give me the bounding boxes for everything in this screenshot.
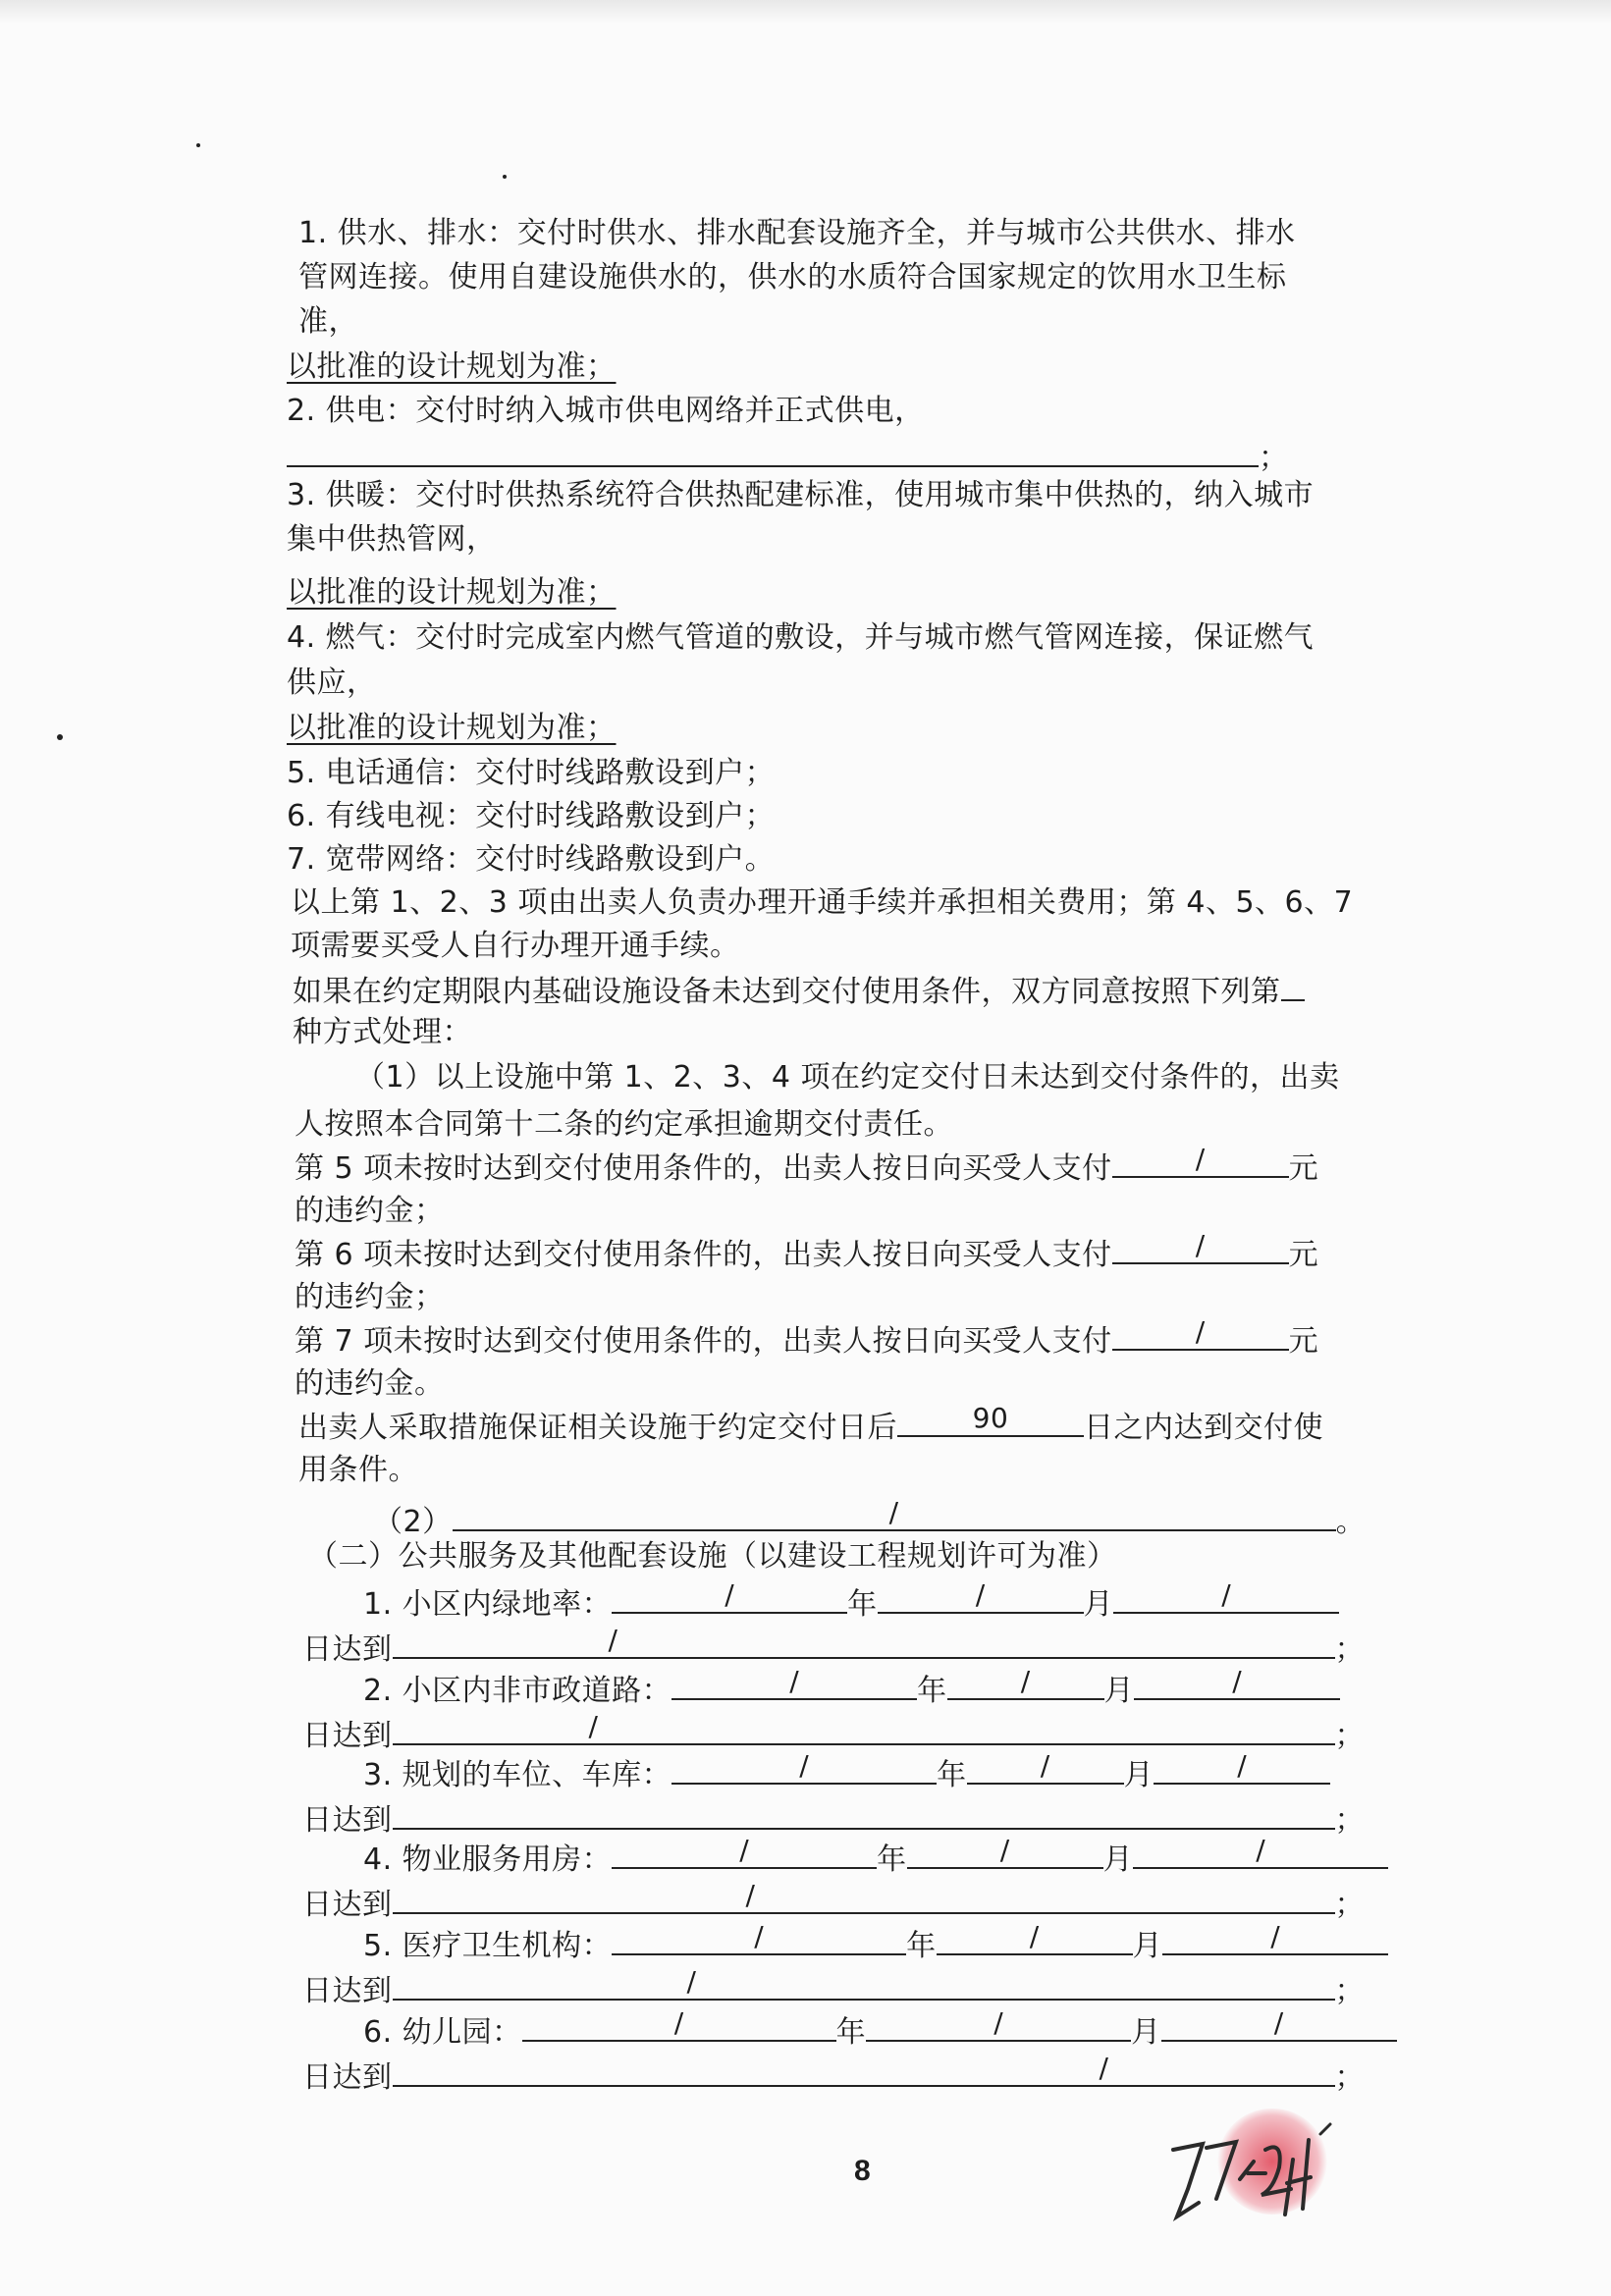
year-label: 年: [877, 1842, 907, 1877]
measures-days: 90: [972, 1402, 1009, 1434]
condition-text: 如果在约定期限内基础设施设备未达到交付使用条件，双方同意按照下列第: [293, 975, 1281, 1009]
public-item-2-year: /: [789, 1665, 800, 1697]
line-end: ；: [1334, 1719, 1365, 1753]
public-item-6-month: /: [993, 2006, 1004, 2039]
public-item-4-line: [363, 1834, 1388, 1880]
public-item-4-month: /: [999, 1834, 1010, 1866]
public-item-6-year-blank: [522, 2006, 836, 2042]
public-item-4-year-blank: [612, 1834, 877, 1869]
public-item-3-year-blank: [671, 1749, 937, 1785]
public-item-6-day-blank: [1161, 2006, 1397, 2042]
month-label: 月: [1123, 1758, 1155, 1792]
month-label: 月: [1083, 1587, 1114, 1622]
condition-line-2: 种方式处理：: [293, 1015, 472, 1049]
item-5-amount: /: [1195, 1143, 1206, 1175]
item-6-text: 第 6 项未按时达到交付使用条件的，出卖人按日向买受人支付: [295, 1238, 1112, 1272]
year-label: 年: [906, 1929, 937, 1963]
clause-1-line-2: 管网连接。使用自建设施供水的，供水的水质符合国家规定的饮用水卫生标: [298, 260, 1287, 294]
item-7-text: 第 7 项未按时达到交付使用条件的，出卖人按日向买受人支付: [295, 1324, 1112, 1359]
public-item-5-month: /: [1029, 1920, 1040, 1952]
public-item-3-day: /: [1237, 1749, 1248, 1782]
public-item-1-day-blank: [1113, 1578, 1339, 1614]
public-services-heading: （二）公共服务及其他配套设施（以建设工程规划许可为准）: [308, 1539, 1117, 1574]
public-item-2-reach-blank: [393, 1710, 1335, 1745]
clause-2-blank: [287, 436, 1259, 467]
public-item-1-label: 1. 小区内绿地率：: [363, 1587, 613, 1622]
option-1-line-1: （1）以上设施中第 1、2、3、4 项在约定交付日未达到交付条件的，出卖: [355, 1060, 1340, 1095]
public-item-5-day: /: [1270, 1920, 1281, 1952]
measures-line-1: [298, 1402, 1323, 1448]
scan-edge-shadow: [0, 0, 1611, 24]
year-label: 年: [847, 1587, 878, 1622]
public-item-4-reach-line: [302, 1879, 1365, 1925]
scan-speck: [196, 143, 200, 147]
public-item-1-reach-blank: [393, 1624, 1335, 1659]
clause-5-line: 5. 电话通信：交付时线路敷设到户；: [287, 756, 776, 790]
month-label: 月: [1103, 1674, 1135, 1708]
line-end: ；: [1334, 1888, 1365, 1922]
reach-label: 日达到: [302, 1974, 393, 2008]
public-item-5-day-blank: [1162, 1920, 1388, 1955]
public-item-2-label: 2. 小区内非市政道路：: [363, 1674, 672, 1708]
public-item-4-year: /: [739, 1834, 750, 1866]
public-item-1-line: [363, 1578, 1339, 1625]
reach-label: 日达到: [302, 2060, 393, 2095]
public-item-3-day-blank: [1154, 1749, 1330, 1785]
public-item-6-year: /: [673, 2006, 684, 2039]
measures-text: 出卖人采取措施保证相关设施于约定交付日后: [298, 1411, 897, 1445]
clause-2-blank-line: [287, 436, 1289, 478]
clause-1-planning-note: 以批准的设计规划为准；: [287, 349, 617, 384]
clause-4-line-2: 供应，: [287, 666, 377, 700]
year-label: 年: [917, 1674, 947, 1708]
public-item-1-year-blank: [612, 1578, 847, 1614]
month-label: 月: [1102, 1842, 1134, 1877]
clause-6-line: 6. 有线电视：交付时线路敷设到户；: [287, 799, 776, 833]
public-item-6-reach-blank: [393, 2052, 1335, 2087]
public-item-4-reach-fill: /: [745, 1879, 756, 1911]
responsibility-line-2: 项需要买受人自行办理开通手续。: [291, 929, 740, 963]
public-item-5-reach-line: [302, 1965, 1365, 2011]
month-label: 月: [1132, 1929, 1163, 1963]
item-6-amount: /: [1195, 1229, 1206, 1261]
page-number: 8: [854, 2155, 871, 2187]
clause-3-line-2: 集中供热管网，: [287, 522, 497, 557]
item-6-unit: 元: [1288, 1238, 1319, 1272]
public-item-2-day: /: [1232, 1665, 1243, 1697]
public-item-5-month-blank: [937, 1920, 1133, 1955]
item-6-penalty-line: [295, 1229, 1319, 1275]
clause-4-planning-note: 以批准的设计规划为准；: [287, 711, 617, 745]
option-choice-blank: [1281, 970, 1305, 1001]
clause-3-line-1: 3. 供暖：交付时供热系统符合供热配建标准，使用城市集中供热的，纳入城市: [287, 478, 1315, 512]
public-item-6-day: /: [1273, 2006, 1284, 2039]
year-label: 年: [937, 1758, 967, 1792]
month-label: 月: [1131, 2015, 1161, 2050]
handwritten-signature: [1163, 2120, 1340, 2228]
item-7-unit: 元: [1288, 1324, 1319, 1359]
measures-days-blank: [897, 1402, 1084, 1437]
option-2-label: （2）: [373, 1505, 453, 1539]
public-item-3-month-blank: [967, 1749, 1124, 1785]
public-item-5-reach-fill: /: [686, 1965, 697, 1998]
public-item-6-reach-line: [302, 2052, 1365, 2098]
line-end: ；: [1334, 1803, 1365, 1838]
public-item-5-year: /: [754, 1920, 765, 1952]
public-item-2-month: /: [1020, 1665, 1031, 1697]
condition-line-1: [293, 970, 1305, 1012]
public-item-5-year-blank: [612, 1920, 906, 1955]
public-item-1-month-blank: [878, 1578, 1084, 1614]
item-5-unit: 元: [1288, 1151, 1319, 1186]
item-5-penalty-line: [295, 1143, 1319, 1189]
reach-label: 日达到: [302, 1888, 393, 1922]
item-5-penalty-suffix: 的违约金；: [295, 1194, 445, 1228]
item-5-amount-blank: [1112, 1143, 1289, 1178]
public-item-4-reach-blank: [393, 1879, 1335, 1914]
clause-1-line-1: 1. 供水、排水：交付时供水、排水配套设施齐全，并与城市公共供水、排水: [298, 216, 1296, 250]
item-6-penalty-suffix: 的违约金；: [295, 1280, 445, 1314]
clause-2-line: 2. 供电：交付时纳入城市供电网络并正式供电，: [287, 394, 925, 428]
public-item-6-label: 6. 幼儿园：: [363, 2015, 522, 2050]
option-2-line: [373, 1496, 1367, 1542]
reach-label: 日达到: [302, 1803, 393, 1838]
public-item-4-month-blank: [907, 1834, 1103, 1869]
reach-label: 日达到: [302, 1632, 393, 1667]
measures-line-2: 用条件。: [298, 1453, 418, 1487]
clause-3-planning-note: 以批准的设计规划为准；: [287, 575, 617, 610]
clause-4-line-1: 4. 燃气：交付时完成室内燃气管道的敷设，并与城市燃气管网连接，保证燃气: [287, 620, 1315, 655]
public-item-3-reach-line: [302, 1798, 1365, 1841]
public-item-6-month-blank: [866, 2006, 1131, 2042]
public-item-3-line: [363, 1749, 1330, 1795]
public-item-1-reach-line: [302, 1624, 1365, 1670]
line-end: ；: [1334, 1974, 1365, 2008]
public-item-5-line: [363, 1920, 1388, 1966]
public-item-1-reach-fill: /: [608, 1624, 618, 1656]
responsibility-line-1: 以上第 1、2、3 项由出卖人负责办理开通手续并承担相关费用；第 4、5、6、7: [291, 885, 1354, 920]
public-item-3-year: /: [799, 1749, 810, 1782]
public-item-6-line: [363, 2006, 1397, 2053]
year-label: 年: [835, 2015, 867, 2050]
clause-2-end: ；: [1259, 441, 1289, 475]
scan-speck: [57, 734, 63, 740]
item-5-text: 第 5 项未按时达到交付使用条件的，出卖人按日向买受人支付: [295, 1151, 1112, 1186]
public-item-6-reach-fill: /: [1099, 2052, 1109, 2084]
public-item-2-month-blank: [947, 1665, 1104, 1700]
line-end: ；: [1334, 1632, 1365, 1667]
public-item-5-label: 5. 医疗卫生机构：: [363, 1929, 613, 1963]
option-2-fill: /: [888, 1496, 899, 1528]
public-item-1-day: /: [1221, 1578, 1232, 1611]
public-item-2-reach-fill: /: [588, 1710, 599, 1742]
public-item-2-reach-line: [302, 1710, 1365, 1756]
public-item-1-year: /: [725, 1578, 735, 1611]
public-item-1-month: /: [975, 1578, 986, 1611]
public-item-4-label: 4. 物业服务用房：: [363, 1842, 613, 1877]
line-end: ；: [1334, 2060, 1365, 2095]
public-item-2-year-blank: [671, 1665, 917, 1700]
option-1-line-2: 人按照本合同第十二条的约定承担逾期交付责任。: [295, 1107, 953, 1142]
scan-speck: [503, 175, 507, 179]
clause-1-line-3: 准，: [298, 304, 358, 339]
item-7-amount-blank: [1112, 1315, 1289, 1351]
clause-7-line: 7. 宽带网络：交付时线路敷设到户。: [287, 842, 776, 877]
item-7-penalty-suffix: 的违约金。: [295, 1366, 445, 1401]
public-item-5-reach-blank: [393, 1965, 1335, 2001]
reach-label: 日达到: [302, 1719, 393, 1753]
measures-text-end: 日之内达到交付使: [1084, 1411, 1323, 1445]
item-7-amount: /: [1195, 1315, 1206, 1348]
public-item-3-month: /: [1040, 1749, 1050, 1782]
public-item-2-line: [363, 1665, 1340, 1711]
item-6-amount-blank: [1112, 1229, 1289, 1264]
public-item-4-day-blank: [1133, 1834, 1388, 1869]
public-item-2-day-blank: [1134, 1665, 1340, 1700]
item-7-penalty-line: [295, 1315, 1319, 1362]
public-item-3-reach-blank: [393, 1798, 1335, 1830]
public-item-4-day: /: [1256, 1834, 1266, 1866]
option-2-blank: [453, 1496, 1336, 1531]
option-2-end: 。: [1335, 1505, 1367, 1539]
public-item-3-label: 3. 规划的车位、车库：: [363, 1758, 672, 1792]
